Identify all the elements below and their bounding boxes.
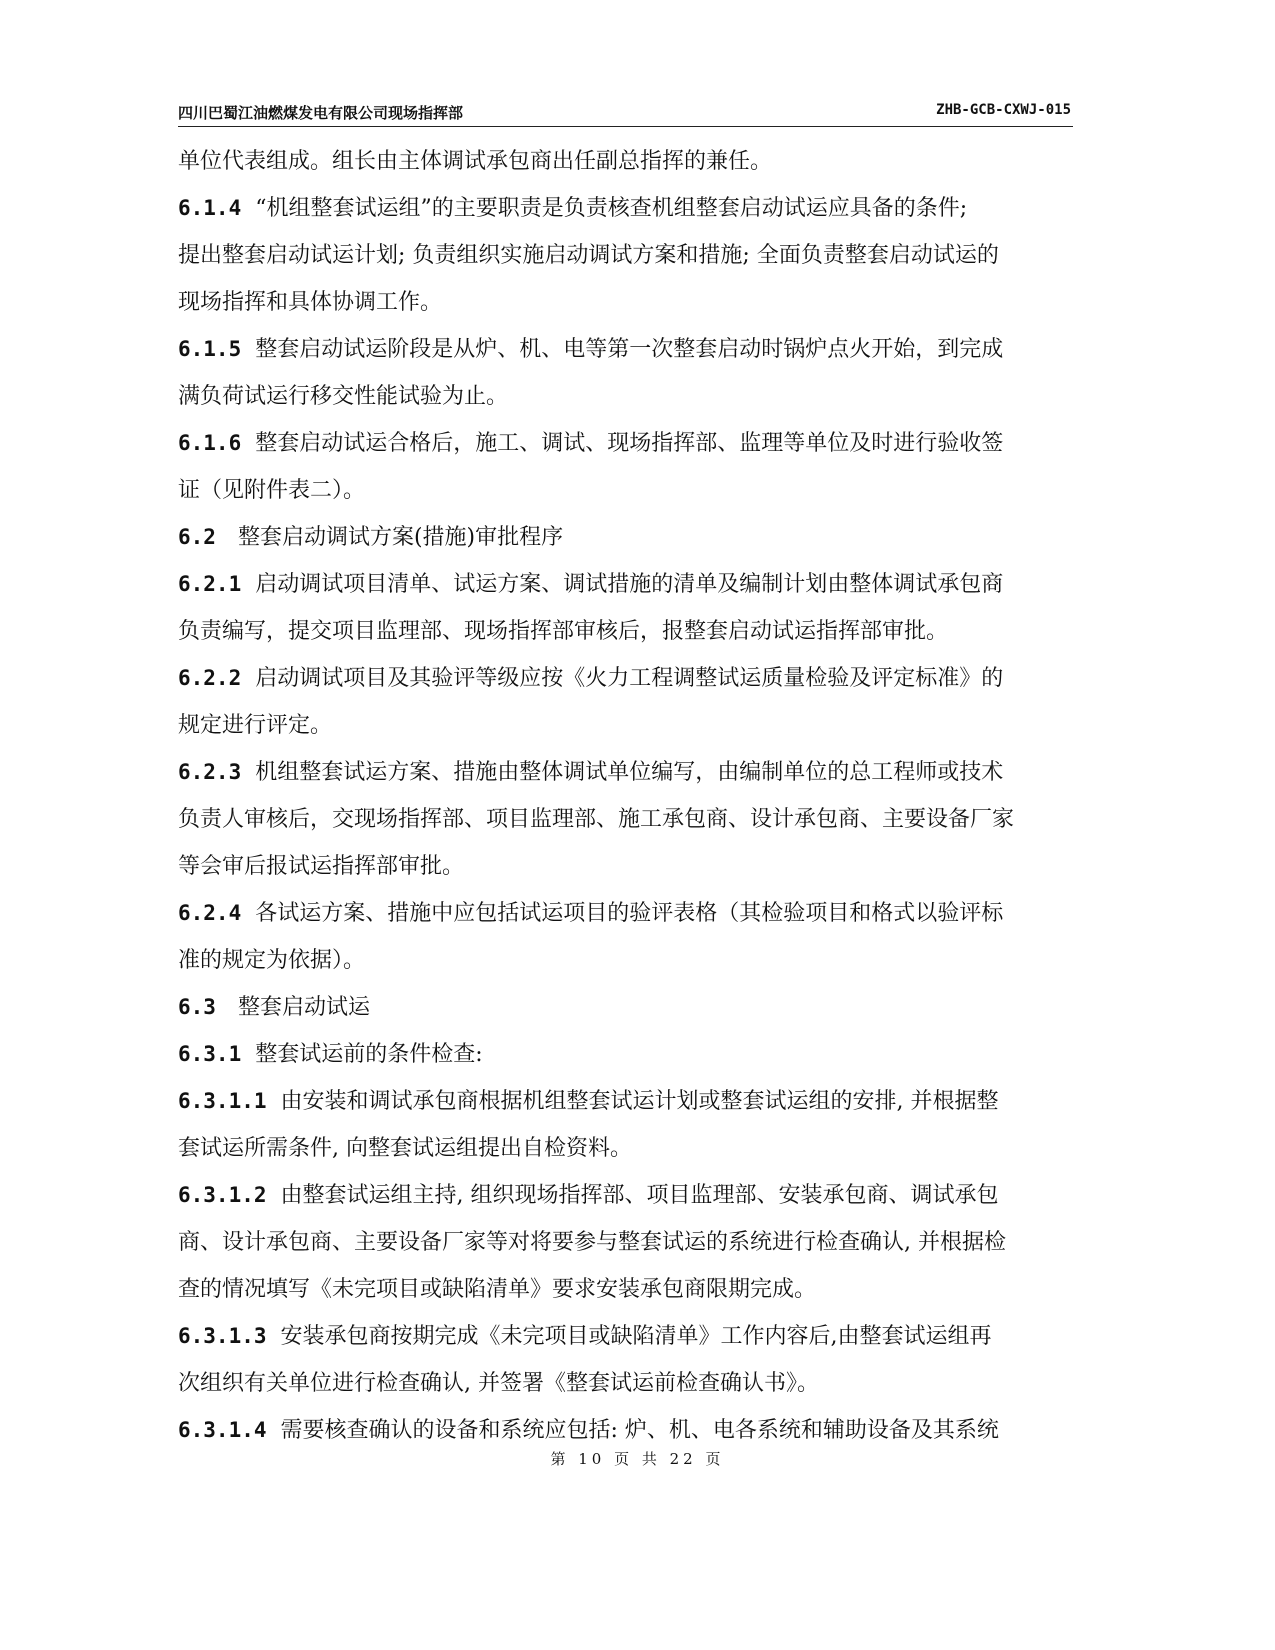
text-line: [178, 420, 1073, 467]
section-number: 6.2.3: [178, 760, 242, 784]
line-text: 启动调试项目及其验评等级应按《火力工程调整试运质量检验及评定标准》的: [255, 666, 1004, 691]
line-text: 整套试运前的条件检查:: [255, 1042, 483, 1067]
text-line: [178, 937, 1073, 984]
text-line: [178, 1031, 1073, 1078]
section-number: 6.3.1.3: [178, 1324, 267, 1348]
section-number: 6.3.1.1: [178, 1089, 267, 1113]
line-text: 整套启动调试方案(措施)审批程序: [237, 525, 564, 550]
section-number: 6.1.5: [178, 337, 242, 361]
line-text: 启动调试项目清单、试运方案、调试措施的清单及编制计划由整体调试承包商: [255, 572, 1004, 597]
line-text: 由整套试运组主持, 组织现场指挥部、项目监理部、安装承包商、调试承包: [280, 1183, 999, 1208]
section-number: 6.3.1.4: [178, 1418, 267, 1442]
line-text: 套试运所需条件, 向整套试运组提出自检资料。: [178, 1136, 632, 1161]
line-text: 准的规定为依据）。: [178, 948, 366, 973]
text-line: [178, 1313, 1073, 1360]
section-number: 6.1.4: [178, 196, 242, 220]
text-line: [178, 232, 1073, 279]
text-line: [178, 1172, 1073, 1219]
line-text: 满负荷试运行移交性能试验为止。: [178, 384, 509, 409]
line-text: 证（见附件表二）。: [178, 478, 366, 503]
text-line: [178, 1407, 1073, 1454]
text-line: [178, 1125, 1073, 1172]
text-line: [178, 185, 1073, 232]
page-header: [178, 100, 1073, 127]
section-number: 6.3.1.2: [178, 1183, 267, 1207]
text-line: [178, 514, 1073, 561]
page-number: 第 10 页 共 22 页: [550, 1450, 725, 1468]
text-line: [178, 467, 1073, 514]
text-line: [178, 1219, 1073, 1266]
line-text: 机组整套试运方案、措施由整体调试单位编写，由编制单位的总工程师或技术: [255, 760, 1004, 785]
text-line: [178, 796, 1073, 843]
line-text: 商、设计承包商、主要设备厂家等对将要参与整套试运的系统进行检查确认, 并根据检: [178, 1230, 1006, 1255]
line-text: 负责编写，提交项目监理部、现场指挥部审核后，报整套启动试运指挥部审批。: [178, 619, 949, 644]
section-number: 6.2: [178, 525, 216, 549]
text-line: [178, 608, 1073, 655]
line-text: 现场指挥和具体协调工作。: [178, 290, 443, 315]
text-line: [178, 843, 1073, 890]
section-number: 6.2.2: [178, 666, 242, 690]
text-line: [178, 561, 1073, 608]
text-line: [178, 373, 1073, 420]
text-line: [178, 890, 1073, 937]
company-name: 四川巴蜀江油燃煤发电有限公司现场指挥部: [178, 104, 464, 122]
document-code: ZHB-GCB-CXWJ-015: [936, 102, 1071, 118]
section-number: 6.3.1: [178, 1042, 242, 1066]
line-text: 由安装和调试承包商根据机组整套试运计划或整套试运组的安排, 并根据整: [280, 1089, 999, 1114]
line-text: 提出整套启动试运计划; 负责组织实施启动调试方案和措施; 全面负责整套启动试运的: [178, 243, 999, 268]
section-number: 6.2.1: [178, 572, 242, 596]
section-number: 6.3: [178, 995, 216, 1019]
line-text: 整套启动试运阶段是从炉、机、电等第一次整套启动时锅炉点火开始，到完成: [255, 337, 1004, 362]
line-text: 规定进行评定。: [178, 713, 333, 738]
text-line: [178, 279, 1073, 326]
line-text: 负责人审核后，交现场指挥部、项目监理部、施工承包商、设计承包商、主要设备厂家: [178, 807, 1015, 832]
text-line: [178, 1078, 1073, 1125]
text-line: [178, 326, 1073, 373]
section-number: 6.1.6: [178, 431, 242, 455]
document-body: [178, 138, 1073, 1454]
line-text: 各试运方案、措施中应包括试运项目的验评表格（其检验项目和格式以验评标: [255, 901, 1004, 926]
line-text: 等会审后报试运指挥部审批。: [178, 854, 465, 879]
line-text: 次组织有关单位进行检查确认, 并签署《整套试运前检查确认书》。: [178, 1371, 819, 1396]
text-line: [178, 1360, 1073, 1407]
text-line: [178, 749, 1073, 796]
line-text: 整套启动试运合格后，施工、调试、现场指挥部、监理等单位及时进行验收签: [255, 431, 1004, 456]
line-text: 需要核查确认的设备和系统应包括: 炉、机、电各系统和辅助设备及其系统: [280, 1418, 999, 1443]
line-text: 单位代表组成。组长由主体调试承包商出任副总指挥的兼任。: [178, 149, 773, 174]
text-line: [178, 702, 1073, 749]
section-number: 6.2.4: [178, 901, 242, 925]
text-line: [178, 138, 1073, 185]
line-text: “机组整套试运组”的主要职责是负责核查机组整套启动试运应具备的条件;: [255, 196, 968, 221]
line-text: 安装承包商按期完成《未完项目或缺陷清单》工作内容后,由整套试运组再: [280, 1324, 992, 1349]
line-text: 整套启动试运: [237, 995, 370, 1020]
text-line: [178, 655, 1073, 702]
text-line: [178, 984, 1073, 1031]
text-line: [178, 1266, 1073, 1313]
line-text: 查的情况填写《未完项目或缺陷清单》要求安装承包商限期完成。: [178, 1277, 817, 1302]
